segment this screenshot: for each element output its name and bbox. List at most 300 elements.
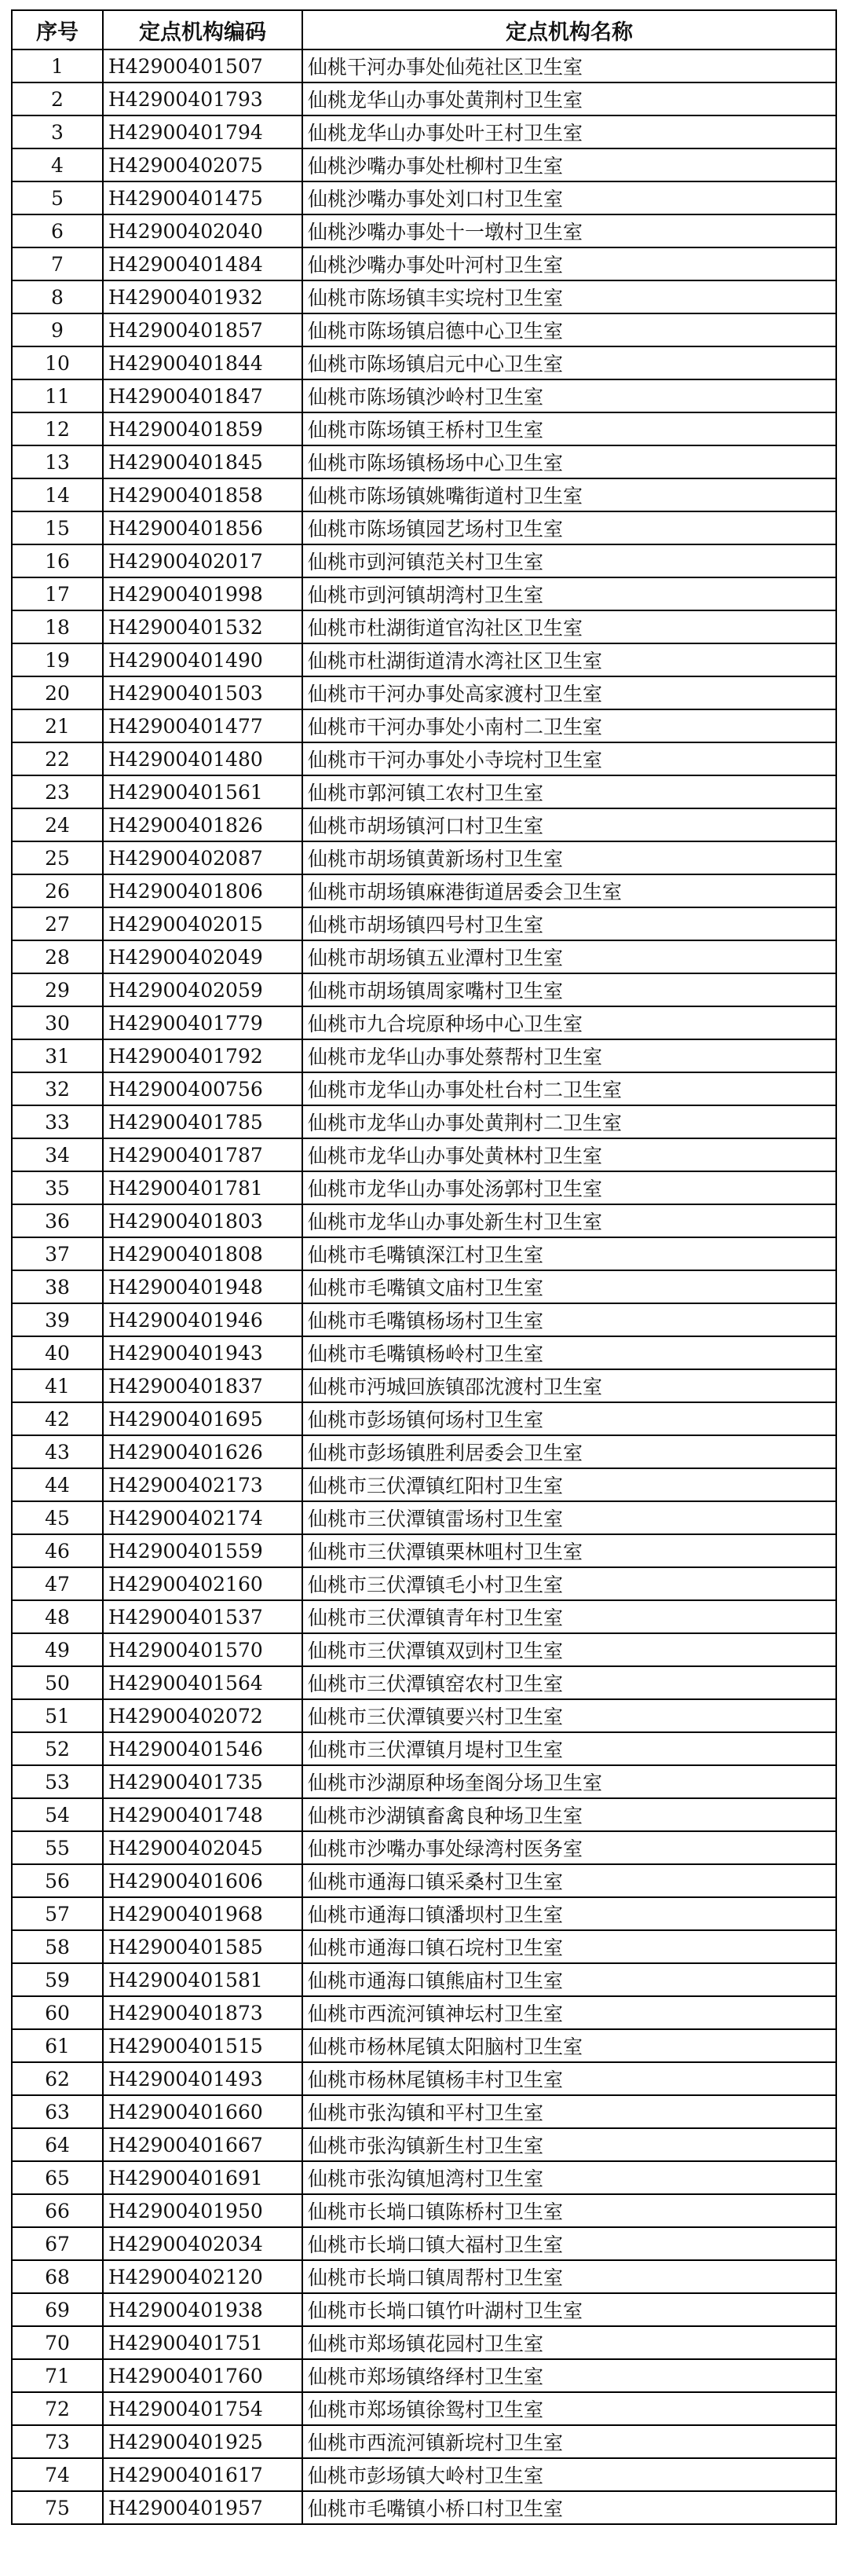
row-name: 仙桃沙嘴办事处十一墩村卫生室 bbox=[302, 214, 836, 247]
row-name: 仙桃市郑场镇徐鸳村卫生室 bbox=[302, 2392, 836, 2425]
row-code: H42900401585 bbox=[103, 1930, 302, 1963]
row-seq: 23 bbox=[12, 775, 103, 808]
row-code: H42900401803 bbox=[103, 1204, 302, 1237]
row-seq: 19 bbox=[12, 643, 103, 676]
row-seq: 26 bbox=[12, 874, 103, 907]
row-name: 仙桃市三伏潭镇雷场村卫生室 bbox=[302, 1501, 836, 1534]
table-row bbox=[12, 1501, 836, 1534]
row-code: H42900401748 bbox=[103, 1798, 302, 1831]
row-seq: 22 bbox=[12, 742, 103, 775]
header-code: 定点机构编码 bbox=[103, 10, 302, 49]
row-name: 仙桃市三伏潭镇月堤村卫生室 bbox=[302, 1732, 836, 1765]
table-row bbox=[12, 1204, 836, 1237]
row-name: 仙桃市龙华山办事处黄林村卫生室 bbox=[302, 1138, 836, 1171]
row-code: H42900401559 bbox=[103, 1534, 302, 1567]
table-row bbox=[12, 940, 836, 973]
row-name: 仙桃市龙华山办事处汤郭村卫生室 bbox=[302, 1171, 836, 1204]
row-name: 仙桃市长埫口镇周帮村卫生室 bbox=[302, 2260, 836, 2293]
row-seq: 1 bbox=[12, 49, 103, 82]
row-seq: 65 bbox=[12, 2161, 103, 2194]
row-name: 仙桃市干河办事处小南村二卫生室 bbox=[302, 709, 836, 742]
row-code: H42900401950 bbox=[103, 2194, 302, 2227]
row-code: H42900401856 bbox=[103, 511, 302, 544]
row-name: 仙桃市长埫口镇大福村卫生室 bbox=[302, 2227, 836, 2260]
row-name: 仙桃沙嘴办事处刘口村卫生室 bbox=[302, 181, 836, 214]
row-code: H42900401857 bbox=[103, 313, 302, 346]
row-name: 仙桃市彭场镇大岭村卫生室 bbox=[302, 2458, 836, 2491]
table-row bbox=[12, 1963, 836, 1996]
table-row bbox=[12, 1237, 836, 1270]
row-code: H42900401617 bbox=[103, 2458, 302, 2491]
row-seq: 63 bbox=[12, 2095, 103, 2128]
header-name: 定点机构名称 bbox=[302, 10, 836, 49]
table-row bbox=[12, 1930, 836, 1963]
row-code: H42900401484 bbox=[103, 247, 302, 280]
row-name: 仙桃龙华山办事处黄荆村卫生室 bbox=[302, 82, 836, 115]
row-seq: 54 bbox=[12, 1798, 103, 1831]
table-row bbox=[12, 841, 836, 874]
row-name: 仙桃市三伏潭镇青年村卫生室 bbox=[302, 1600, 836, 1633]
table-body bbox=[12, 49, 836, 2524]
row-name: 仙桃市龙华山办事处黄荆村二卫生室 bbox=[302, 1105, 836, 1138]
row-code: H42900401691 bbox=[103, 2161, 302, 2194]
row-code: H42900401606 bbox=[103, 1864, 302, 1897]
table-row bbox=[12, 2293, 836, 2326]
table-row bbox=[12, 1105, 836, 1138]
row-seq: 15 bbox=[12, 511, 103, 544]
row-seq: 35 bbox=[12, 1171, 103, 1204]
row-seq: 21 bbox=[12, 709, 103, 742]
row-name: 仙桃市杨林尾镇太阳脑村卫生室 bbox=[302, 2029, 836, 2062]
table-row bbox=[12, 511, 836, 544]
table-row bbox=[12, 1765, 836, 1798]
row-seq: 62 bbox=[12, 2062, 103, 2095]
row-seq: 52 bbox=[12, 1732, 103, 1765]
row-seq: 12 bbox=[12, 412, 103, 445]
table-row bbox=[12, 2227, 836, 2260]
row-seq: 34 bbox=[12, 1138, 103, 1171]
row-seq: 72 bbox=[12, 2392, 103, 2425]
table-row bbox=[12, 2392, 836, 2425]
row-code: H42900401477 bbox=[103, 709, 302, 742]
row-name: 仙桃市沔城回族镇邵沈渡村卫生室 bbox=[302, 1369, 836, 1402]
row-seq: 40 bbox=[12, 1336, 103, 1369]
row-seq: 73 bbox=[12, 2425, 103, 2458]
table-row bbox=[12, 181, 836, 214]
row-name: 仙桃市陈场镇沙岭村卫生室 bbox=[302, 379, 836, 412]
row-name: 仙桃市杜湖街道清水湾社区卫生室 bbox=[302, 643, 836, 676]
row-seq: 60 bbox=[12, 1996, 103, 2029]
row-code: H42900401943 bbox=[103, 1336, 302, 1369]
row-name: 仙桃市郑场镇花园村卫生室 bbox=[302, 2326, 836, 2359]
table-row bbox=[12, 379, 836, 412]
row-seq: 8 bbox=[12, 280, 103, 313]
row-code: H42900402160 bbox=[103, 1567, 302, 1600]
table-row bbox=[12, 1567, 836, 1600]
row-code: H42900401490 bbox=[103, 643, 302, 676]
row-seq: 69 bbox=[12, 2293, 103, 2326]
table-row bbox=[12, 2128, 836, 2161]
row-code: H42900401564 bbox=[103, 1666, 302, 1699]
table-row bbox=[12, 1600, 836, 1633]
row-code: H42900402034 bbox=[103, 2227, 302, 2260]
row-code: H42900401667 bbox=[103, 2128, 302, 2161]
row-seq: 71 bbox=[12, 2359, 103, 2392]
row-name: 仙桃市毛嘴镇深江村卫生室 bbox=[302, 1237, 836, 1270]
row-name: 仙桃市彭场镇胜利居委会卫生室 bbox=[302, 1435, 836, 1468]
row-name: 仙桃市毛嘴镇杨场村卫生室 bbox=[302, 1303, 836, 1336]
row-code: H42900401858 bbox=[103, 478, 302, 511]
row-name: 仙桃市陈场镇王桥村卫生室 bbox=[302, 412, 836, 445]
table-row bbox=[12, 907, 836, 940]
table-row bbox=[12, 2425, 836, 2458]
table-row bbox=[12, 1633, 836, 1666]
table-row bbox=[12, 1798, 836, 1831]
table-row bbox=[12, 247, 836, 280]
table-row bbox=[12, 115, 836, 148]
row-code: H42900401760 bbox=[103, 2359, 302, 2392]
table-row bbox=[12, 544, 836, 577]
row-name: 仙桃市剅河镇范关村卫生室 bbox=[302, 544, 836, 577]
row-name: 仙桃龙华山办事处叶王村卫生室 bbox=[302, 115, 836, 148]
row-code: H42900402017 bbox=[103, 544, 302, 577]
header-row bbox=[12, 10, 836, 49]
table-row bbox=[12, 49, 836, 82]
row-name: 仙桃市陈场镇姚嘴街道村卫生室 bbox=[302, 478, 836, 511]
row-name: 仙桃市胡场镇麻港街道居委会卫生室 bbox=[302, 874, 836, 907]
row-seq: 4 bbox=[12, 148, 103, 181]
row-code: H42900401946 bbox=[103, 1303, 302, 1336]
row-code: H42900402015 bbox=[103, 907, 302, 940]
row-code: H42900401507 bbox=[103, 49, 302, 82]
row-seq: 28 bbox=[12, 940, 103, 973]
row-seq: 36 bbox=[12, 1204, 103, 1237]
row-name: 仙桃市通海口镇采桑村卫生室 bbox=[302, 1864, 836, 1897]
row-seq: 33 bbox=[12, 1105, 103, 1138]
row-seq: 41 bbox=[12, 1369, 103, 1402]
row-code: H42900401998 bbox=[103, 577, 302, 610]
table-row bbox=[12, 1897, 836, 1930]
row-seq: 45 bbox=[12, 1501, 103, 1534]
table-row bbox=[12, 1072, 836, 1105]
row-code: H42900401546 bbox=[103, 1732, 302, 1765]
table-row bbox=[12, 1138, 836, 1171]
row-code: H42900401844 bbox=[103, 346, 302, 379]
row-seq: 61 bbox=[12, 2029, 103, 2062]
row-name: 仙桃市胡场镇河口村卫生室 bbox=[302, 808, 836, 841]
row-seq: 47 bbox=[12, 1567, 103, 1600]
row-name: 仙桃市张沟镇和平村卫生室 bbox=[302, 2095, 836, 2128]
table-row bbox=[12, 1732, 836, 1765]
row-code: H42900401537 bbox=[103, 1600, 302, 1633]
row-name: 仙桃市胡场镇四号村卫生室 bbox=[302, 907, 836, 940]
row-seq: 59 bbox=[12, 1963, 103, 1996]
table-row bbox=[12, 445, 836, 478]
row-seq: 18 bbox=[12, 610, 103, 643]
table-header bbox=[12, 10, 836, 49]
row-seq: 5 bbox=[12, 181, 103, 214]
row-code: H42900401808 bbox=[103, 1237, 302, 1270]
row-seq: 68 bbox=[12, 2260, 103, 2293]
row-seq: 67 bbox=[12, 2227, 103, 2260]
table-row bbox=[12, 1171, 836, 1204]
row-seq: 55 bbox=[12, 1831, 103, 1864]
row-seq: 39 bbox=[12, 1303, 103, 1336]
row-name: 仙桃市毛嘴镇小桥口村卫生室 bbox=[302, 2491, 836, 2524]
row-code: H42900402174 bbox=[103, 1501, 302, 1534]
row-code: H42900401837 bbox=[103, 1369, 302, 1402]
row-seq: 58 bbox=[12, 1930, 103, 1963]
row-name: 仙桃市干河办事处高家渡村卫生室 bbox=[302, 676, 836, 709]
row-name: 仙桃市三伏潭镇双剅村卫生室 bbox=[302, 1633, 836, 1666]
row-seq: 16 bbox=[12, 544, 103, 577]
row-seq: 66 bbox=[12, 2194, 103, 2227]
row-name: 仙桃市三伏潭镇红阳村卫生室 bbox=[302, 1468, 836, 1501]
institution-table bbox=[11, 9, 837, 2525]
row-name: 仙桃市胡场镇周家嘴村卫生室 bbox=[302, 973, 836, 1006]
row-name: 仙桃市郭河镇工农村卫生室 bbox=[302, 775, 836, 808]
row-seq: 74 bbox=[12, 2458, 103, 2491]
table-row bbox=[12, 1402, 836, 1435]
row-seq: 31 bbox=[12, 1039, 103, 1072]
row-code: H42900401845 bbox=[103, 445, 302, 478]
row-seq: 53 bbox=[12, 1765, 103, 1798]
table-row bbox=[12, 2029, 836, 2062]
table-row bbox=[12, 577, 836, 610]
table-row bbox=[12, 1831, 836, 1864]
row-name: 仙桃市龙华山办事处杜台村二卫生室 bbox=[302, 1072, 836, 1105]
row-name: 仙桃市龙华山办事处新生村卫生室 bbox=[302, 1204, 836, 1237]
row-code: H42900401794 bbox=[103, 115, 302, 148]
row-code: H42900401932 bbox=[103, 280, 302, 313]
table-row bbox=[12, 1468, 836, 1501]
table-row bbox=[12, 742, 836, 775]
row-code: H42900401806 bbox=[103, 874, 302, 907]
row-code: H42900401793 bbox=[103, 82, 302, 115]
row-name: 仙桃市三伏潭镇栗林咀村卫生室 bbox=[302, 1534, 836, 1567]
table-row bbox=[12, 148, 836, 181]
row-seq: 13 bbox=[12, 445, 103, 478]
table-row bbox=[12, 874, 836, 907]
table-row bbox=[12, 775, 836, 808]
table-row bbox=[12, 346, 836, 379]
table-row bbox=[12, 973, 836, 1006]
table-row bbox=[12, 2491, 836, 2524]
row-name: 仙桃市郑场镇络绎村卫生室 bbox=[302, 2359, 836, 2392]
row-code: H42900402040 bbox=[103, 214, 302, 247]
row-name: 仙桃市张沟镇新生村卫生室 bbox=[302, 2128, 836, 2161]
row-seq: 42 bbox=[12, 1402, 103, 1435]
row-name: 仙桃市西流河镇神坛村卫生室 bbox=[302, 1996, 836, 2029]
table-row bbox=[12, 1303, 836, 1336]
row-code: H42900401493 bbox=[103, 2062, 302, 2095]
row-code: H42900402049 bbox=[103, 940, 302, 973]
table-row bbox=[12, 676, 836, 709]
row-name: 仙桃市沙嘴办事处绿湾村医务室 bbox=[302, 1831, 836, 1864]
row-code: H42900401751 bbox=[103, 2326, 302, 2359]
row-code: H42900402072 bbox=[103, 1699, 302, 1732]
row-seq: 48 bbox=[12, 1600, 103, 1633]
row-seq: 32 bbox=[12, 1072, 103, 1105]
row-code: H42900401847 bbox=[103, 379, 302, 412]
table-row bbox=[12, 2326, 836, 2359]
table-row bbox=[12, 2260, 836, 2293]
row-code: H42900401561 bbox=[103, 775, 302, 808]
row-name: 仙桃干河办事处仙苑社区卫生室 bbox=[302, 49, 836, 82]
row-seq: 49 bbox=[12, 1633, 103, 1666]
table-row bbox=[12, 1039, 836, 1072]
row-name: 仙桃市胡场镇黄新场村卫生室 bbox=[302, 841, 836, 874]
row-code: H42900401735 bbox=[103, 1765, 302, 1798]
table-row bbox=[12, 280, 836, 313]
table-row bbox=[12, 1369, 836, 1402]
row-name: 仙桃市通海口镇石垸村卫生室 bbox=[302, 1930, 836, 1963]
row-seq: 14 bbox=[12, 478, 103, 511]
row-seq: 9 bbox=[12, 313, 103, 346]
row-seq: 70 bbox=[12, 2326, 103, 2359]
row-seq: 17 bbox=[12, 577, 103, 610]
row-code: H42900401925 bbox=[103, 2425, 302, 2458]
row-code: H42900401515 bbox=[103, 2029, 302, 2062]
row-name: 仙桃市西流河镇新垸村卫生室 bbox=[302, 2425, 836, 2458]
row-name: 仙桃市长埫口镇竹叶湖村卫生室 bbox=[302, 2293, 836, 2326]
row-name: 仙桃市毛嘴镇文庙村卫生室 bbox=[302, 1270, 836, 1303]
table-row bbox=[12, 1534, 836, 1567]
row-code: H42900401779 bbox=[103, 1006, 302, 1039]
row-seq: 46 bbox=[12, 1534, 103, 1567]
row-code: H42900401475 bbox=[103, 181, 302, 214]
table-row bbox=[12, 2458, 836, 2491]
row-seq: 57 bbox=[12, 1897, 103, 1930]
table-row bbox=[12, 412, 836, 445]
row-seq: 2 bbox=[12, 82, 103, 115]
table-row bbox=[12, 610, 836, 643]
row-name: 仙桃市沙湖原种场奎阁分场卫生室 bbox=[302, 1765, 836, 1798]
row-seq: 51 bbox=[12, 1699, 103, 1732]
row-code: H42900401859 bbox=[103, 412, 302, 445]
row-seq: 10 bbox=[12, 346, 103, 379]
row-seq: 56 bbox=[12, 1864, 103, 1897]
table-row bbox=[12, 2062, 836, 2095]
row-seq: 25 bbox=[12, 841, 103, 874]
row-code: H42900401754 bbox=[103, 2392, 302, 2425]
row-code: H42900401785 bbox=[103, 1105, 302, 1138]
row-name: 仙桃市胡场镇五业潭村卫生室 bbox=[302, 940, 836, 973]
row-name: 仙桃市陈场镇杨场中心卫生室 bbox=[302, 445, 836, 478]
row-code: H42900401792 bbox=[103, 1039, 302, 1072]
row-code: H42900401938 bbox=[103, 2293, 302, 2326]
table-row bbox=[12, 2161, 836, 2194]
row-name: 仙桃市陈场镇丰实垸村卫生室 bbox=[302, 280, 836, 313]
row-name: 仙桃市剅河镇胡湾村卫生室 bbox=[302, 577, 836, 610]
row-code: H42900401570 bbox=[103, 1633, 302, 1666]
row-code: H42900401626 bbox=[103, 1435, 302, 1468]
table-row bbox=[12, 1864, 836, 1897]
row-name: 仙桃市龙华山办事处蔡帮村卫生室 bbox=[302, 1039, 836, 1072]
table-row bbox=[12, 1699, 836, 1732]
row-seq: 6 bbox=[12, 214, 103, 247]
row-code: H42900402173 bbox=[103, 1468, 302, 1501]
row-code: H42900401532 bbox=[103, 610, 302, 643]
row-seq: 29 bbox=[12, 973, 103, 1006]
row-name: 仙桃市陈场镇启德中心卫生室 bbox=[302, 313, 836, 346]
row-seq: 75 bbox=[12, 2491, 103, 2524]
table-row bbox=[12, 82, 836, 115]
row-name: 仙桃市毛嘴镇杨岭村卫生室 bbox=[302, 1336, 836, 1369]
table-row bbox=[12, 2095, 836, 2128]
row-seq: 11 bbox=[12, 379, 103, 412]
row-seq: 50 bbox=[12, 1666, 103, 1699]
table-row bbox=[12, 1006, 836, 1039]
row-code: H42900401957 bbox=[103, 2491, 302, 2524]
row-name: 仙桃市干河办事处小寺垸村卫生室 bbox=[302, 742, 836, 775]
row-name: 仙桃市通海口镇熊庙村卫生室 bbox=[302, 1963, 836, 1996]
row-code: H42900401480 bbox=[103, 742, 302, 775]
row-seq: 3 bbox=[12, 115, 103, 148]
row-seq: 7 bbox=[12, 247, 103, 280]
row-name: 仙桃市彭场镇何场村卫生室 bbox=[302, 1402, 836, 1435]
row-name: 仙桃沙嘴办事处叶河村卫生室 bbox=[302, 247, 836, 280]
table-row bbox=[12, 313, 836, 346]
row-code: H42900401781 bbox=[103, 1171, 302, 1204]
row-name: 仙桃市沙湖镇畜禽良种场卫生室 bbox=[302, 1798, 836, 1831]
row-name: 仙桃市杜湖街道官沟社区卫生室 bbox=[302, 610, 836, 643]
row-seq: 24 bbox=[12, 808, 103, 841]
table-row bbox=[12, 2359, 836, 2392]
row-code: H42900400756 bbox=[103, 1072, 302, 1105]
table-row bbox=[12, 808, 836, 841]
row-code: H42900402045 bbox=[103, 1831, 302, 1864]
row-name: 仙桃沙嘴办事处杜柳村卫生室 bbox=[302, 148, 836, 181]
row-code: H42900401787 bbox=[103, 1138, 302, 1171]
row-name: 仙桃市九合垸原种场中心卫生室 bbox=[302, 1006, 836, 1039]
row-name: 仙桃市三伏潭镇窑农村卫生室 bbox=[302, 1666, 836, 1699]
row-name: 仙桃市张沟镇旭湾村卫生室 bbox=[302, 2161, 836, 2194]
table-row bbox=[12, 1996, 836, 2029]
row-seq: 43 bbox=[12, 1435, 103, 1468]
table-row bbox=[12, 1336, 836, 1369]
table-row bbox=[12, 709, 836, 742]
table-row bbox=[12, 2194, 836, 2227]
row-seq: 27 bbox=[12, 907, 103, 940]
header-seq: 序号 bbox=[12, 10, 103, 49]
table-row bbox=[12, 214, 836, 247]
table-row bbox=[12, 643, 836, 676]
row-seq: 44 bbox=[12, 1468, 103, 1501]
row-seq: 20 bbox=[12, 676, 103, 709]
table-row bbox=[12, 1666, 836, 1699]
row-seq: 30 bbox=[12, 1006, 103, 1039]
row-seq: 38 bbox=[12, 1270, 103, 1303]
row-name: 仙桃市通海口镇潘坝村卫生室 bbox=[302, 1897, 836, 1930]
row-name: 仙桃市长埫口镇陈桥村卫生室 bbox=[302, 2194, 836, 2227]
row-code: H42900402087 bbox=[103, 841, 302, 874]
row-seq: 64 bbox=[12, 2128, 103, 2161]
row-code: H42900402059 bbox=[103, 973, 302, 1006]
row-code: H42900402075 bbox=[103, 148, 302, 181]
row-code: H42900401873 bbox=[103, 1996, 302, 2029]
row-code: H42900401826 bbox=[103, 808, 302, 841]
row-name: 仙桃市三伏潭镇毛小村卫生室 bbox=[302, 1567, 836, 1600]
row-code: H42900401948 bbox=[103, 1270, 302, 1303]
row-name: 仙桃市陈场镇园艺场村卫生室 bbox=[302, 511, 836, 544]
row-code: H42900401581 bbox=[103, 1963, 302, 1996]
table-row bbox=[12, 478, 836, 511]
row-name: 仙桃市三伏潭镇要兴村卫生室 bbox=[302, 1699, 836, 1732]
row-code: H42900401660 bbox=[103, 2095, 302, 2128]
row-name: 仙桃市陈场镇启元中心卫生室 bbox=[302, 346, 836, 379]
row-code: H42900401695 bbox=[103, 1402, 302, 1435]
